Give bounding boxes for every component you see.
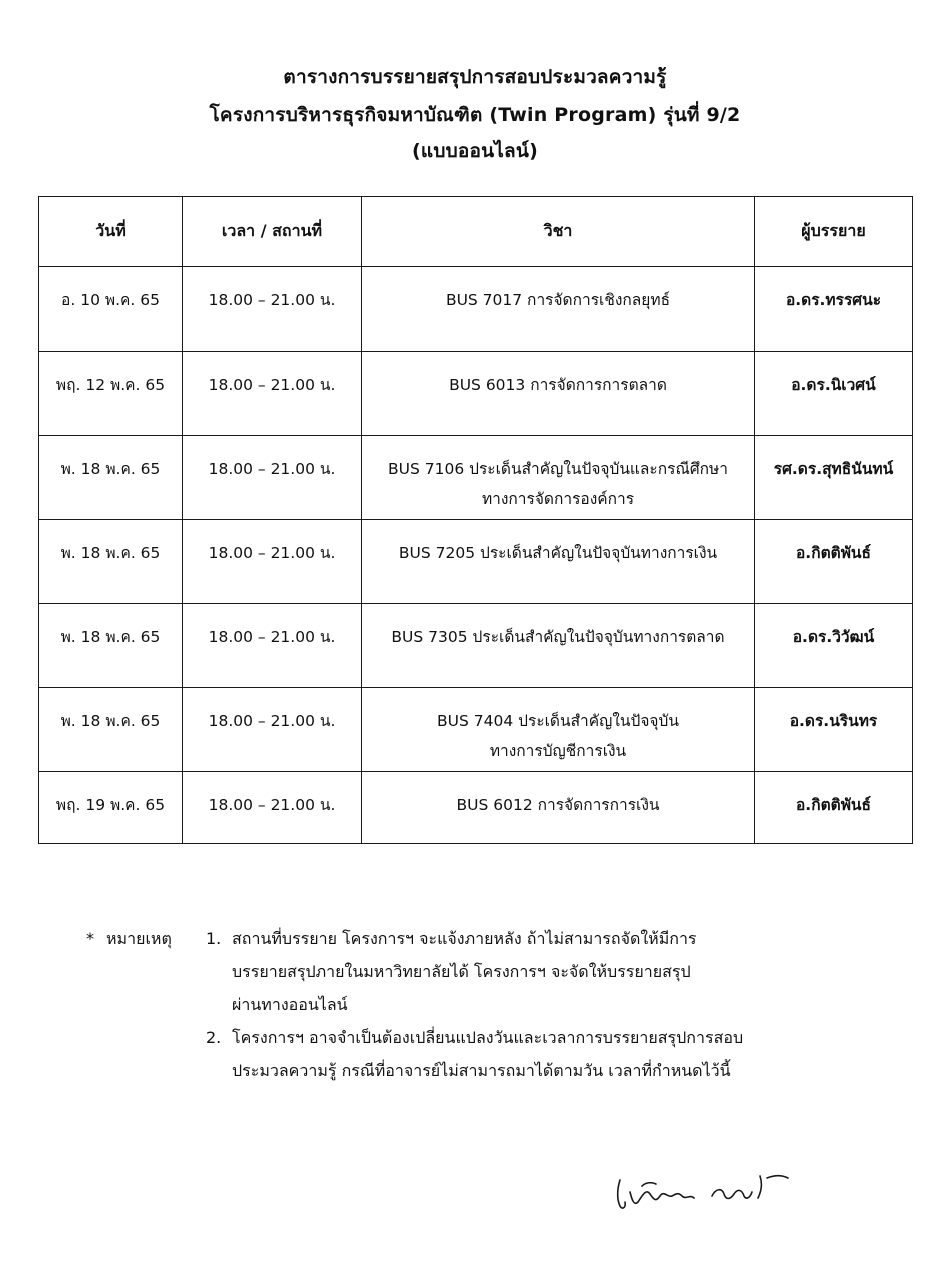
row-subject: BUS 7305 ประเด็นสำคัญในปัจจุบันทางการตลาด [362, 604, 755, 688]
row-subject: BUS 7404 ประเด็นสำคัญในปัจจุบัน ทางการบัญชีการเงิน [362, 688, 755, 772]
table-row [39, 604, 913, 688]
row-date: พ. 18 พ.ค. 65 [39, 436, 183, 520]
row-subject: BUS 7205 ประเด็นสำคัญในปัจจุบันทางการเงิน [362, 520, 755, 604]
note-item [206, 1021, 836, 1087]
document-title: ตารางการบรรยายสรุปการสอบประมวลความรู้ [283, 66, 667, 88]
note-text: โครงการฯ อาจจำเป็นต้องเปลี่ยนแปลงวันและเวลาการบรรยายสรุปการสอบ ประมวลความรู้ กรณีที่อาจารย์ไม่สามารถมาได้ตามวัน เวลาที่กำหนดไว้นี้ [232, 1028, 744, 1080]
program-title: โครงการบริหารธุรกิจมหาบัณฑิต (Twin Program) รุ่นที่ 9/2 [209, 104, 741, 126]
header-subject: วิชา [362, 197, 755, 267]
row-time: 18.00 – 21.00 น. [183, 688, 362, 772]
table-row [39, 688, 913, 772]
note-number: 1. [206, 929, 222, 948]
row-lecturer: อ.ดร.วิวัฒน์ [755, 604, 913, 688]
notes-label: หมายเหตุ [106, 929, 172, 948]
row-subject: BUS 6012 การจัดการการเงิน [362, 772, 755, 844]
row-time: 18.00 – 21.00 น. [183, 772, 362, 844]
table-row [39, 772, 913, 844]
row-time: 18.00 – 21.00 น. [183, 352, 362, 436]
row-date: อ. 10 พ.ค. 65 [39, 267, 183, 352]
row-time: 18.00 – 21.00 น. [183, 267, 362, 352]
table-row [39, 520, 913, 604]
schedule-table [38, 196, 913, 844]
header-row [39, 197, 913, 267]
note-text: สถานที่บรรยาย โครงการฯ จะแจ้งภายหลัง ถ้าไม่สามารถจัดให้มีการ บรรยายสรุปภายในมหาวิทยาลัยได้ โครงการฯ จะจัดให้บรรยายสรุป ผ่านทางออนไลน์ [232, 929, 697, 1014]
row-lecturer: อ.ดร.นรินทร [755, 688, 913, 772]
row-date: พฤ. 19 พ.ค. 65 [39, 772, 183, 844]
row-lecturer: อ.กิตติพันธ์ [755, 520, 913, 604]
row-subject: BUS 7017 การจัดการเชิงกลยุทธ์ [362, 267, 755, 352]
row-date: พ. 18 พ.ค. 65 [39, 520, 183, 604]
row-time: 18.00 – 21.00 น. [183, 436, 362, 520]
header-lecturer: ผู้บรรยาย [755, 197, 913, 267]
table-row [39, 436, 913, 520]
row-date: พฤ. 12 พ.ค. 65 [39, 352, 183, 436]
handwritten-signature [612, 1172, 812, 1222]
row-time: 18.00 – 21.00 น. [183, 604, 362, 688]
header-time-place: เวลา / สถานที่ [183, 197, 362, 267]
row-lecturer: อ.กิตติพันธ์ [755, 772, 913, 844]
note-item [206, 922, 836, 1021]
row-subject: BUS 7106 ประเด็นสำคัญในปัจจุบันและกรณีศึกษา ทางการจัดการองค์การ [362, 436, 755, 520]
row-date: พ. 18 พ.ค. 65 [39, 604, 183, 688]
table-row [39, 352, 913, 436]
row-lecturer: อ.ดร.ทรรศนะ [755, 267, 913, 352]
row-time: 18.00 – 21.00 น. [183, 520, 362, 604]
header-date: วันที่ [39, 197, 183, 267]
row-date: พ. 18 พ.ค. 65 [39, 688, 183, 772]
row-subject: BUS 6013 การจัดการการตลาด [362, 352, 755, 436]
row-lecturer: อ.ดร.นิเวศน์ [755, 352, 913, 436]
format-subtitle: (แบบออนไลน์) [412, 140, 538, 162]
note-number: 2. [206, 1028, 222, 1047]
notes-asterisk: * [86, 929, 94, 948]
row-lecturer: รศ.ดร.สุทธินันทน์ [755, 436, 913, 520]
table-row [39, 267, 913, 352]
